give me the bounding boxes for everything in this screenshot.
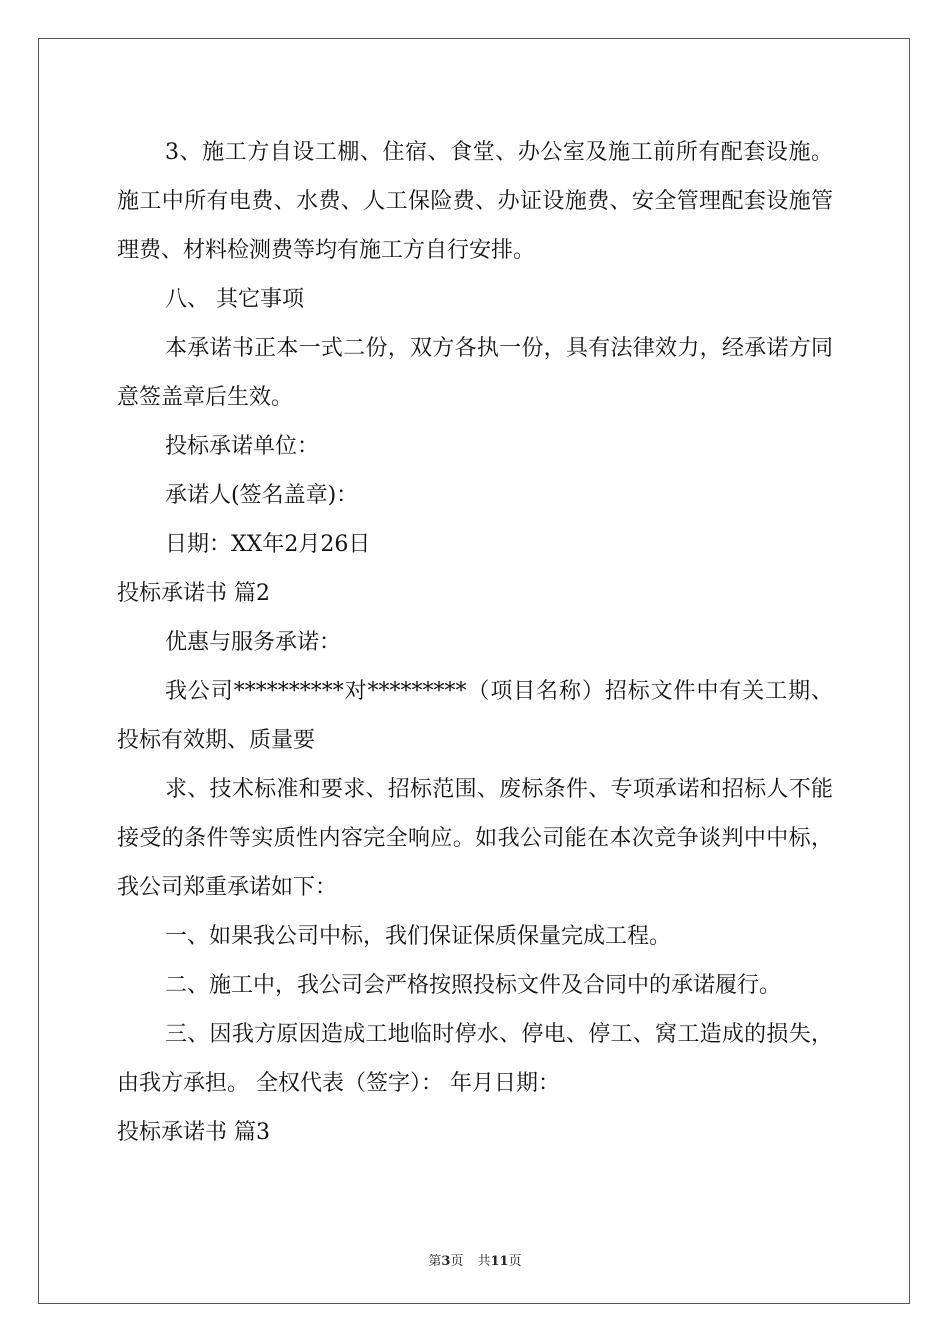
page-footer: [0, 1250, 950, 1269]
paragraph-response-intro: 我公司**********对*********（项目名称）招标文件中有关工期、投标有效期、质量要: [117, 679, 833, 753]
paragraph-discount-service: 优惠与服务承诺：: [165, 630, 342, 655]
page-prefix: 第: [428, 1254, 442, 1269]
commitment-item-3: 三、因我方原因造成工地临时停水、停电、停工、窝工造成的损失，由我方承担。 全权代表（签字）： 年月日期：: [117, 1022, 833, 1096]
section-heading-other-matters: 八、 其它事项: [165, 287, 304, 312]
signatory-line: 承诺人(签名盖章)：: [165, 483, 359, 508]
article-heading-2: 投标承诺书 篇2: [117, 581, 270, 606]
article-heading-3: 投标承诺书 篇3: [117, 1120, 270, 1145]
total-pages: 11: [490, 1254, 509, 1269]
bidder-unit-line: 投标承诺单位：: [165, 434, 320, 459]
total-unit: 页: [508, 1254, 522, 1269]
page-unit: 页: [450, 1254, 464, 1269]
commitment-item-2: 二、施工中，我公司会严格按照投标文件及合同中的承诺履行。: [165, 973, 782, 998]
total-prefix: 共: [477, 1254, 491, 1269]
page-number: 3: [441, 1254, 451, 1269]
document-body: [117, 128, 833, 1157]
date-line: 日期：XX年2月26日: [165, 532, 371, 557]
commitment-item-1: 一、如果我公司中标，我们保证保质保量完成工程。: [165, 924, 672, 949]
paragraph-response-detail: 求、技术标准和要求、招标范围、废标条件、专项承诺和招标人不能接受的条件等实质性内容完全响应。如我公司能在本次竞争谈判中中标，我公司郑重承诺如下：: [117, 777, 833, 900]
paragraph-copies: 本承诺书正本一式二份，双方各执一份，具有法律效力，经承诺方同意签盖章后生效。: [117, 336, 833, 410]
paragraph-facilities: 3、施工方自设工棚、住宿、食堂、办公室及施工前所有配套设施。施工中所有电费、水费、人工保险费、办证设施费、安全管理配套设施管理费、材料检测费等均有施工方自行安排。: [117, 140, 833, 263]
